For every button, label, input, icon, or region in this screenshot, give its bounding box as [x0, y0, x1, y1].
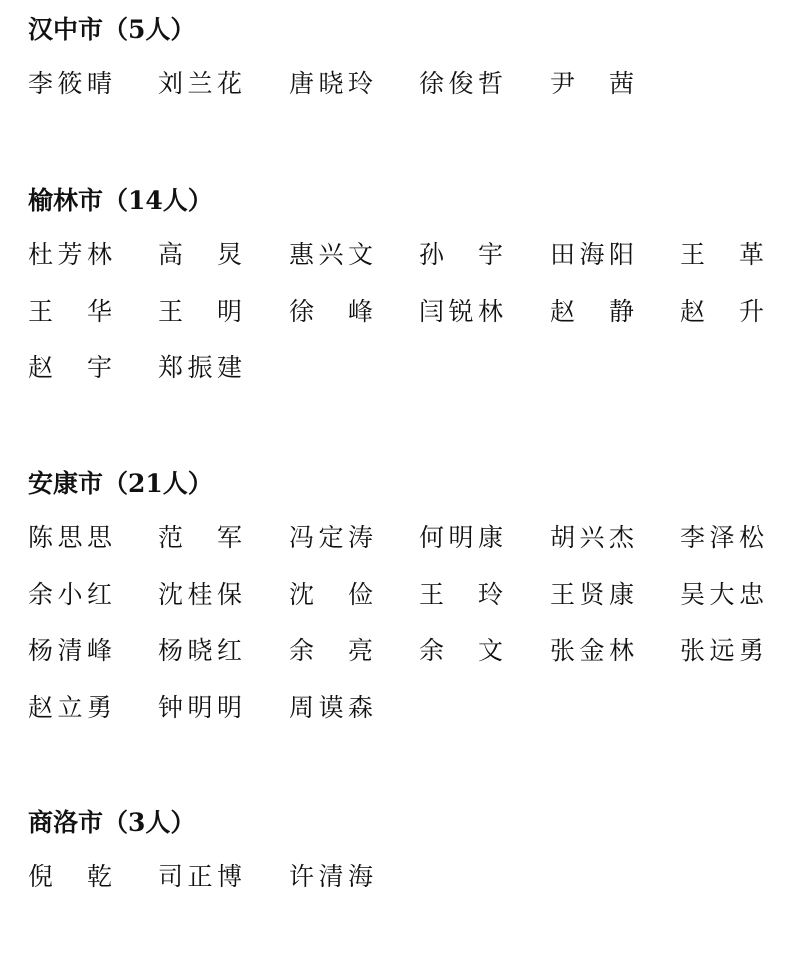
- person-name: [550, 633, 634, 669]
- name-char: 建: [216, 353, 242, 382]
- name-char: 升: [738, 296, 764, 326]
- name-char: 玲: [477, 579, 503, 609]
- name-char: 倪: [28, 862, 54, 891]
- name-char: 红: [216, 636, 242, 665]
- name-char: 峰: [347, 296, 373, 326]
- name-char: 军: [216, 523, 242, 552]
- person-name: [158, 350, 242, 386]
- person-name: [550, 66, 634, 102]
- name-char: 锐: [448, 296, 474, 326]
- name-char: 兴: [318, 240, 344, 269]
- name-char: 大: [709, 579, 735, 609]
- name-char: 林: [86, 240, 112, 269]
- person-name: [158, 294, 242, 330]
- name-char: 徐: [289, 296, 315, 326]
- name-char: 立: [57, 692, 83, 722]
- name-char: 思: [86, 523, 112, 552]
- person-name: [158, 577, 242, 613]
- name-char: 茜: [608, 69, 634, 98]
- person-name: [289, 633, 373, 669]
- person-name: [680, 633, 764, 669]
- name-char: 清: [57, 636, 83, 665]
- person-name: [550, 294, 634, 330]
- name-char: 司: [158, 862, 184, 891]
- person-name: [28, 237, 112, 273]
- name-char: 王: [550, 579, 576, 609]
- person-name: [550, 520, 634, 556]
- name-char: 李: [680, 523, 706, 552]
- name-char: 炅: [216, 240, 242, 269]
- name-char: 花: [216, 69, 242, 98]
- region-section: [28, 464, 788, 722]
- name-char: 杜: [28, 240, 54, 269]
- name-char: 杰: [608, 523, 634, 552]
- person-name: [550, 577, 634, 613]
- name-char: 静: [608, 296, 634, 326]
- name-char: 范: [158, 523, 184, 552]
- name-char: 芳: [57, 240, 83, 269]
- region-heading: 汉中市（5人）: [28, 15, 196, 44]
- name-char: 勇: [738, 636, 764, 665]
- person-name: [289, 237, 373, 273]
- name-char: 王: [680, 240, 706, 269]
- name-char: 田: [550, 240, 576, 269]
- name-char: 远: [709, 636, 735, 665]
- name-char: 勇: [86, 692, 112, 722]
- name-char: 刘: [158, 69, 184, 98]
- name-char: 革: [738, 240, 764, 269]
- person-name: [680, 577, 764, 613]
- name-char: 宇: [86, 353, 112, 382]
- region-section: [28, 10, 788, 98]
- name-char: 明: [448, 523, 474, 552]
- name-char: 孙: [419, 240, 445, 269]
- name-char: 林: [608, 636, 634, 665]
- name-char: 玲: [347, 69, 373, 98]
- name-char: 胡: [550, 523, 576, 552]
- name-char: 思: [57, 523, 83, 552]
- name-char: 筱: [57, 69, 83, 98]
- name-char: 陈: [28, 523, 54, 552]
- person-name: [550, 237, 634, 273]
- name-char: 林: [477, 296, 503, 326]
- name-char: 忠: [738, 579, 764, 609]
- region-heading: 安康市（21人）: [28, 469, 213, 498]
- name-char: 惠: [289, 240, 315, 269]
- person-name: [158, 66, 242, 102]
- name-char: 尹: [550, 69, 576, 98]
- person-name: [419, 577, 503, 613]
- region-section: [28, 803, 788, 891]
- name-char: 谟: [318, 692, 344, 722]
- person-name: [158, 690, 242, 726]
- name-char: 何: [419, 523, 445, 552]
- name-char: 兴: [579, 523, 605, 552]
- name-char: 闫: [419, 296, 445, 326]
- person-name: [158, 237, 242, 273]
- name-char: 清: [318, 862, 344, 891]
- name-char: 小: [57, 579, 83, 609]
- name-char: 保: [216, 579, 242, 609]
- person-name: [419, 237, 503, 273]
- name-char: 明: [216, 296, 242, 326]
- name-char: 王: [419, 579, 445, 609]
- person-name: [28, 633, 112, 669]
- name-char: 王: [158, 296, 184, 326]
- person-name: [28, 66, 112, 102]
- name-char: 王: [28, 296, 54, 326]
- name-char: 沈: [289, 579, 315, 609]
- person-name: [419, 520, 503, 556]
- name-char: 郑: [158, 353, 184, 382]
- name-char: 海: [347, 862, 373, 891]
- name-char: 钟: [158, 692, 184, 722]
- name-char: 泽: [709, 523, 735, 552]
- name-char: 余: [419, 636, 445, 665]
- name-char: 沈: [158, 579, 184, 609]
- name-char: 桂: [187, 579, 213, 609]
- person-name: [419, 633, 503, 669]
- name-char: 振: [187, 353, 213, 382]
- name-char: 周: [289, 692, 315, 722]
- name-char: 华: [86, 296, 112, 326]
- name-char: 吴: [680, 579, 706, 609]
- region-heading: 榆林市（14人）: [28, 186, 213, 215]
- name-char: 峰: [86, 636, 112, 665]
- name-char: 兰: [187, 69, 213, 98]
- name-char: 博: [216, 862, 242, 891]
- name-char: 杨: [158, 636, 184, 665]
- person-name: [158, 859, 242, 895]
- name-char: 宇: [477, 240, 503, 269]
- name-char: 阳: [608, 240, 634, 269]
- name-char: 康: [477, 523, 503, 552]
- name-char: 金: [579, 636, 605, 665]
- name-char: 冯: [289, 523, 315, 552]
- name-char: 杨: [28, 636, 54, 665]
- region-heading: 商洛市（3人）: [28, 808, 196, 837]
- person-name: [289, 577, 373, 613]
- person-name: [419, 294, 503, 330]
- name-char: 涛: [347, 523, 373, 552]
- person-name: [680, 237, 764, 273]
- person-name: [28, 859, 112, 895]
- name-char: 晴: [86, 69, 112, 98]
- name-char: 康: [608, 579, 634, 609]
- name-char: 余: [289, 636, 315, 665]
- person-name: [289, 859, 373, 895]
- name-char: 张: [680, 636, 706, 665]
- person-name: [289, 520, 373, 556]
- person-name: [419, 66, 503, 102]
- name-char: 赵: [550, 296, 576, 326]
- name-char: 许: [289, 862, 315, 891]
- name-char: 张: [550, 636, 576, 665]
- name-char: 晓: [187, 636, 213, 665]
- name-char: 正: [187, 862, 213, 891]
- name-char: 文: [477, 636, 503, 665]
- name-char: 晓: [318, 69, 344, 98]
- name-char: 明: [216, 692, 242, 722]
- name-char: 俭: [347, 579, 373, 609]
- person-name: [289, 690, 373, 726]
- name-char: 徐: [419, 69, 445, 98]
- person-name: [28, 294, 112, 330]
- name-char: 明: [187, 692, 213, 722]
- person-name: [158, 633, 242, 669]
- person-name: [158, 520, 242, 556]
- person-name: [28, 350, 112, 386]
- name-char: 森: [347, 692, 373, 722]
- name-char: 文: [347, 240, 373, 269]
- name-char: 余: [28, 579, 54, 609]
- name-char: 唐: [289, 69, 315, 98]
- name-char: 松: [738, 523, 764, 552]
- name-char: 赵: [680, 296, 706, 326]
- name-char: 海: [579, 240, 605, 269]
- name-char: 俊: [448, 69, 474, 98]
- name-char: 赵: [28, 692, 54, 722]
- name-char: 李: [28, 69, 54, 98]
- person-name: [28, 690, 112, 726]
- name-char: 赵: [28, 353, 54, 382]
- name-char: 红: [86, 579, 112, 609]
- name-char: 定: [318, 523, 344, 552]
- person-name: [289, 294, 373, 330]
- person-name: [28, 520, 112, 556]
- name-char: 哲: [477, 69, 503, 98]
- person-name: [680, 294, 764, 330]
- region-section: [28, 181, 788, 382]
- name-char: 亮: [347, 636, 373, 665]
- name-char: 贤: [579, 579, 605, 609]
- name-char: 乾: [86, 862, 112, 891]
- person-name: [289, 66, 373, 102]
- person-name: [28, 577, 112, 613]
- person-name: [680, 520, 764, 556]
- name-char: 高: [158, 240, 184, 269]
